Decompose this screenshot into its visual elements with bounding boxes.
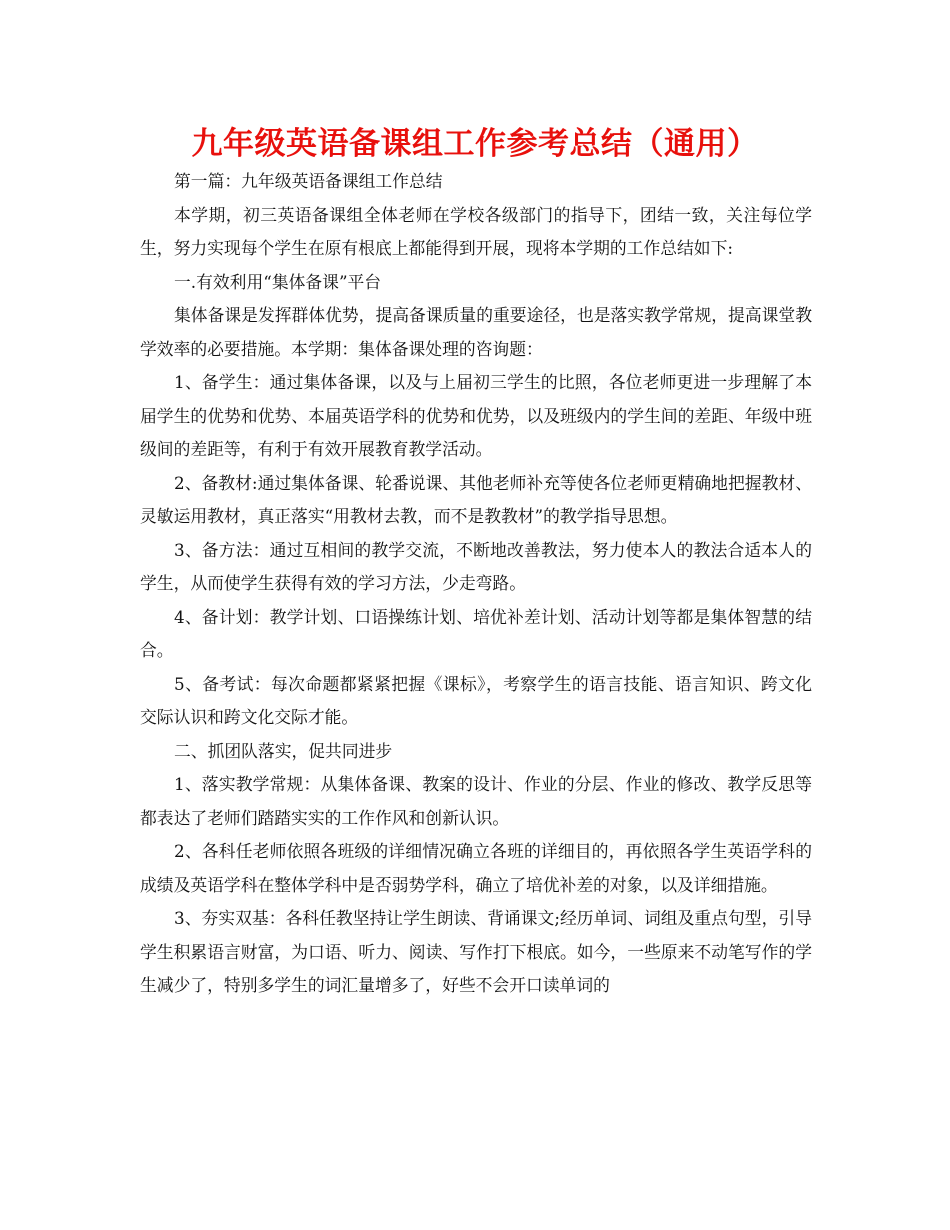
section-heading-collective-lesson-prep: 一.有效利用“集体备课”平台 — [174, 271, 382, 292]
list-item-prepare-exams: 5、备考试：每次命题都紧紧把握《课标》，考察学生的语言技能、语言知识、跨文化交际认识和跨文化交际才能。 — [140, 673, 812, 727]
list-item-class-goals: 2、各科任老师依照各班级的详细情况确立各班的详细目的，再依照各学生英语学科的成绩及英语学科在整体学科中是否弱势学科，确立了培优补差的对象，以及详细措施。 — [140, 841, 812, 895]
list-item-prepare-plans: 4、备计划：教学计划、口语操练计划、培优补差计划、活动计划等都是集体智慧的结合。 — [140, 606, 812, 660]
list-item-prepare-students: 1、备学生：通过集体备课，以及与上届初三学生的比照，各位老师更进一步理解了本届学生的优势和优势、本届英语学科的优势和优势，以及班级内的学生间的差距、年级中班级间的差距等，有利于有效开展教育教学活动。 — [140, 372, 812, 459]
paragraph-intro: 本学期，初三英语备课组全体老师在学校各级部门的指导下，团结一致，关注每位学生，努力实现每个学生在原有根底上都能得到开展，现将本学期的工作总结如下: — [140, 204, 812, 258]
list-item-teaching-routine: 1、落实教学常规：从集体备课、教案的设计、作业的分层、作业的修改、教学反思等都表达了老师们踏踏实实的工作作风和创新认识。 — [140, 774, 812, 828]
section-heading-team-work: 二、抓团队落实，促共同进步 — [174, 740, 393, 761]
section-heading-part-one: 第一篇：九年级英语备课组工作总结 — [174, 171, 443, 191]
paragraph-collective-lesson-prep: 集体备课是发挥群体优势，提高备课质量的重要途径，也是落实教学常规，提高课堂教学效率的必要措施。本学期：集体备课处理的咨询题： — [140, 305, 812, 359]
document-body — [140, 165, 812, 1003]
list-item-prepare-materials: 2、备教材:通过集体备课、轮番说课、其他老师补充等使各位老师更精确地把握教材、灵敏运用教材，真正落实“用教材去教，而不是教教材”的教学指导思想。 — [140, 472, 812, 526]
list-item-prepare-methods: 3、备方法：通过互相间的教学交流，不断地改善教法，努力使本人的教法合适本人的学生，从而使学生获得有效的学习方法，少走弯路。 — [140, 539, 812, 593]
document-title: 九年级英语备课组工作参考总结（通用） — [191, 126, 759, 162]
list-item-basic-skills: 3、夯实双基：各科任教坚持让学生朗读、背诵课文;经历单词、词组及重点句型，引导学生积累语言财富，为口语、听力、阅读、写作打下根底。如今，一些原来不动笔写作的学生减少了，特别多学生的词汇量增多了，好些不会开口读单词的 — [140, 908, 812, 995]
